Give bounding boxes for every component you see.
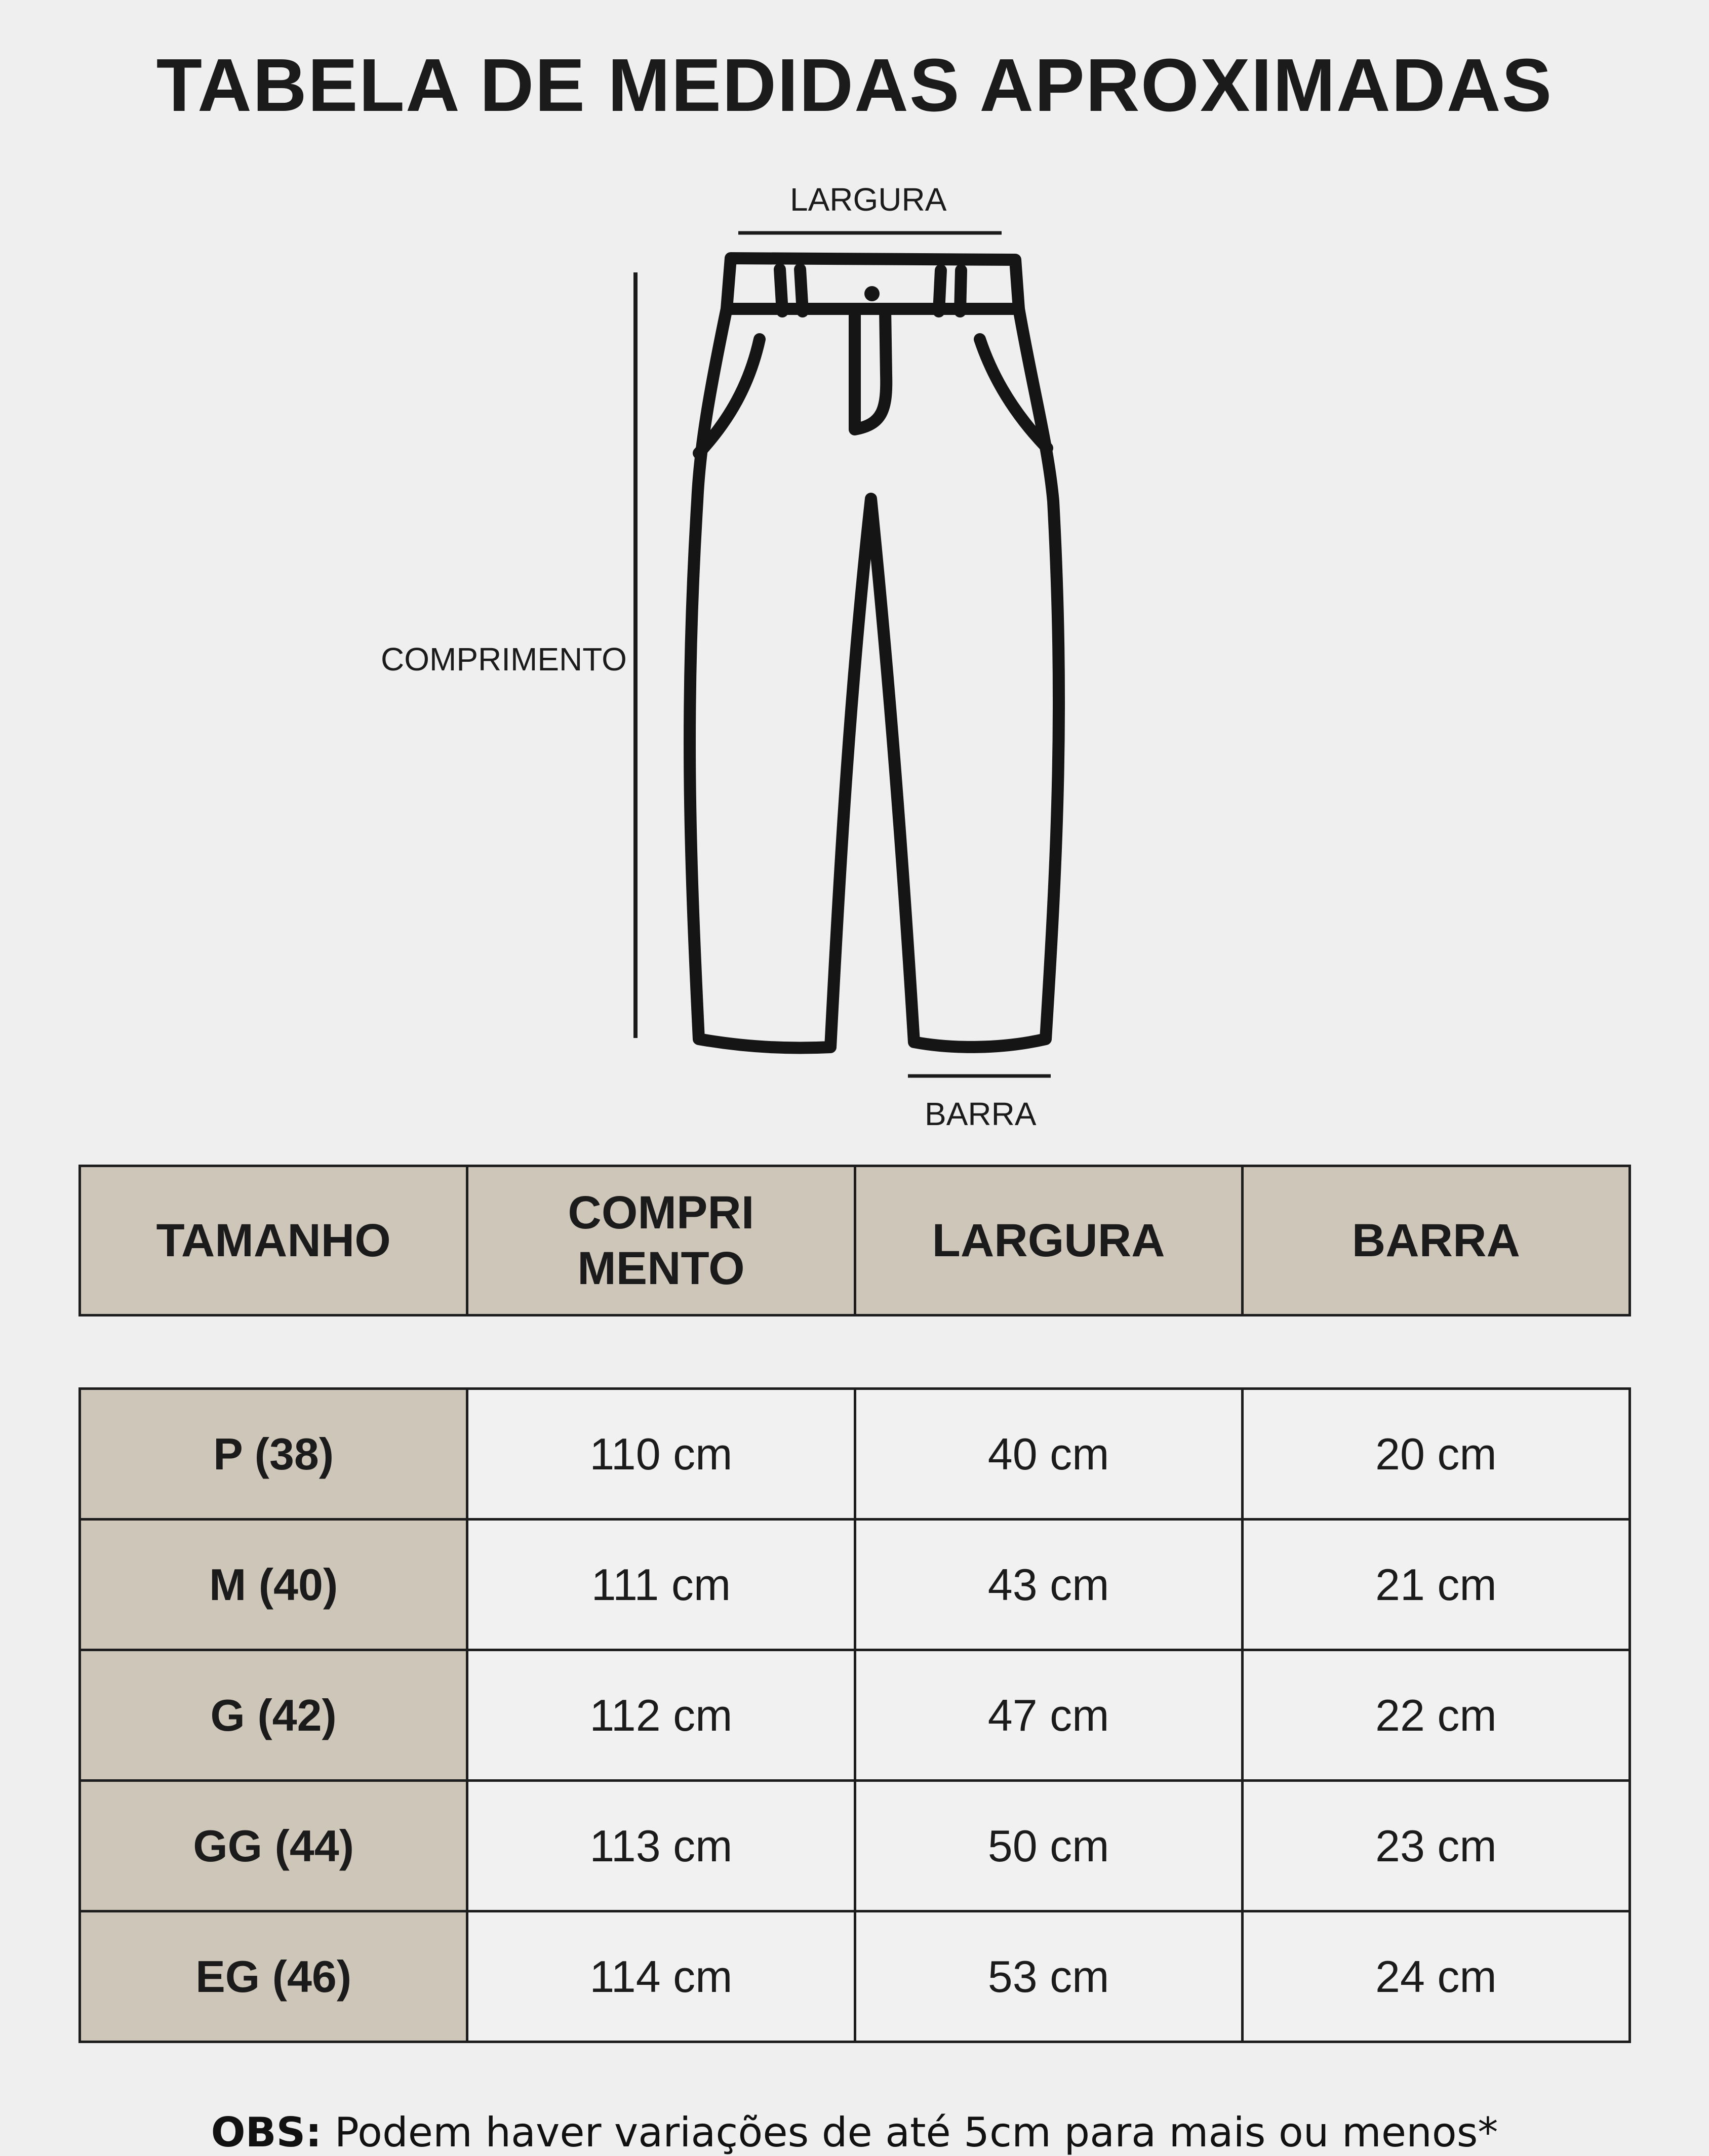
header-length-line1: COMPRI bbox=[568, 1186, 754, 1239]
size-cell: EG (46) bbox=[80, 1911, 467, 2042]
header-hem: BARRA bbox=[1242, 1166, 1629, 1315]
hem-cell: 21 cm bbox=[1242, 1520, 1629, 1650]
table-row bbox=[80, 1650, 1630, 1781]
header-length-line2: MENTO bbox=[577, 1243, 745, 1294]
length-cell: 110 cm bbox=[467, 1389, 855, 1520]
length-cell: 111 cm bbox=[467, 1520, 855, 1650]
width-label: LARGURA bbox=[790, 181, 947, 218]
size-cell: M (40) bbox=[80, 1520, 467, 1650]
hem-cell: 20 cm bbox=[1242, 1389, 1629, 1520]
footnote-text: Podem haver variações de até 5cm para mais ou menos* bbox=[322, 2109, 1498, 2156]
size-cell: GG (44) bbox=[80, 1781, 467, 1911]
length-cell: 113 cm bbox=[467, 1781, 855, 1911]
table-row bbox=[80, 1781, 1630, 1911]
hem-cell: 24 cm bbox=[1242, 1911, 1629, 2042]
length-cell: 112 cm bbox=[467, 1650, 855, 1781]
pants-icon bbox=[690, 258, 1059, 1048]
footnote-label: OBS: bbox=[211, 2109, 322, 2156]
length-label: COMPRIMENTO bbox=[381, 641, 627, 677]
length-cell: 114 cm bbox=[467, 1911, 855, 2042]
header-length bbox=[467, 1166, 855, 1315]
hem-cell: 23 cm bbox=[1242, 1781, 1629, 1911]
hem-cell: 22 cm bbox=[1242, 1650, 1629, 1781]
size-cell: G (42) bbox=[80, 1650, 467, 1781]
footnote bbox=[0, 2109, 1709, 2156]
width-cell: 40 cm bbox=[855, 1389, 1242, 1520]
table-header bbox=[78, 1165, 1631, 1316]
size-cell: P (38) bbox=[80, 1389, 467, 1520]
button-icon bbox=[864, 286, 880, 301]
page-title: TABELA DE MEDIDAS APROXIMADAS bbox=[156, 44, 1553, 127]
width-cell: 53 cm bbox=[855, 1911, 1242, 2042]
table-row bbox=[80, 1520, 1630, 1650]
size-table bbox=[78, 1387, 1631, 2043]
table-row bbox=[80, 1389, 1630, 1520]
hem-label: BARRA bbox=[925, 1096, 1037, 1132]
width-cell: 47 cm bbox=[855, 1650, 1242, 1781]
width-cell: 43 cm bbox=[855, 1520, 1242, 1650]
header-width: LARGURA bbox=[855, 1166, 1242, 1315]
width-cell: 50 cm bbox=[855, 1781, 1242, 1911]
header-size: TAMANHO bbox=[80, 1166, 467, 1315]
table-row bbox=[80, 1911, 1630, 2042]
